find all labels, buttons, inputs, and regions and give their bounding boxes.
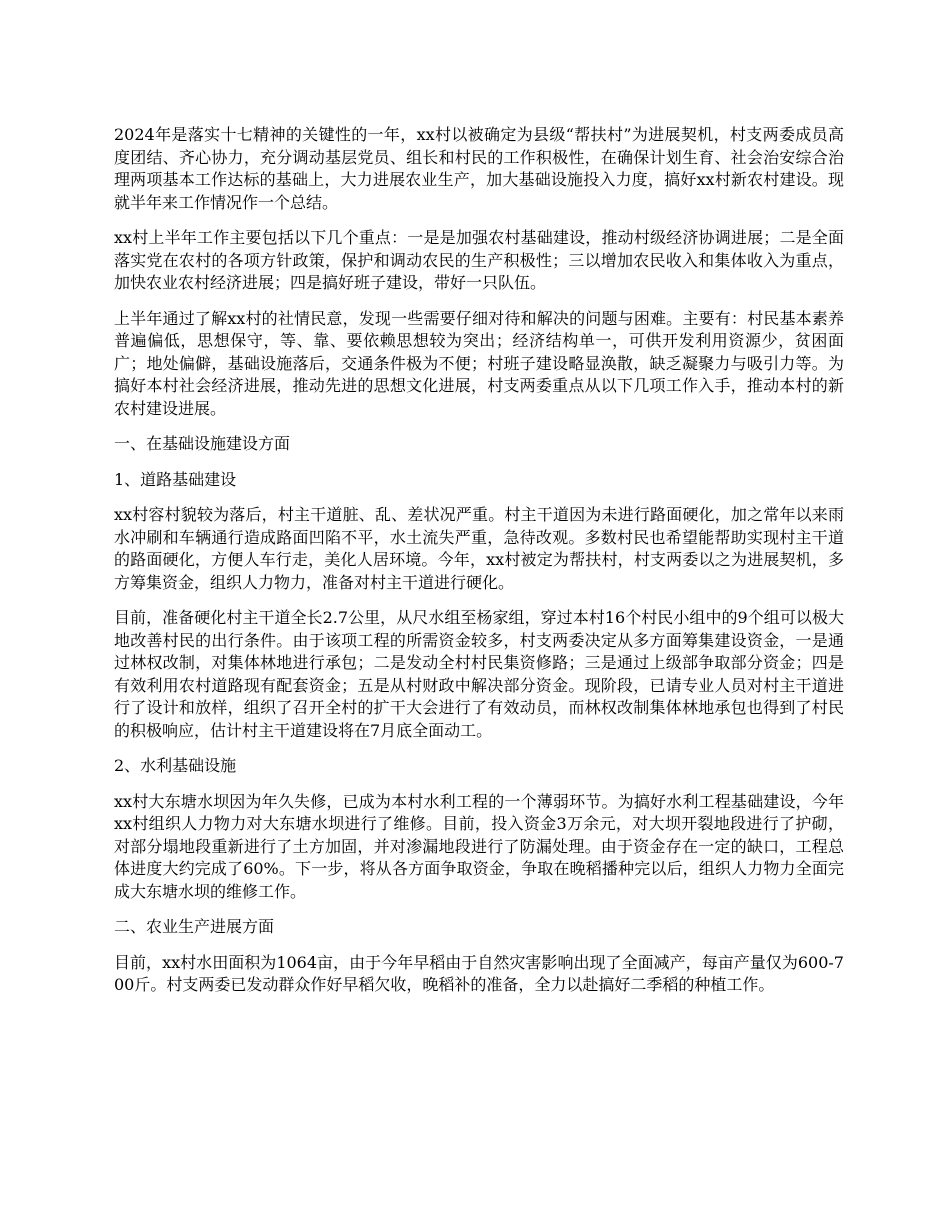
problems-paragraph: 上半年通过了解xx村的社情民意，发现一些需要仔细对待和解决的问题与困难。主要有：村民基本素养普遍偏低，思想保守，等、靠、要依赖思想较为突出；经济结构单一，可供开发利用资源少，贫困面广；地处偏僻，基础设施落后，交通条件极为不便；村班子建设略显涣散，缺乏凝聚力与吸引力等。为搞好本村社会经济进展，推动先进的思想文化进展，村支两委重点从以下几项工作入手，推动本村的新农村建设进展。: [114, 308, 844, 418]
subsection-heading-roads: 1、道路基础建设: [114, 469, 237, 489]
water-paragraph: xx村大东塘水坝因为年久失修，已成为本村水利工程的一个薄弱环节。为搞好水利工程基础建设，今年xx村组织人力物力对大东塘水坝进行了维修。目前，投入资金3万余元，对大坝开裂地段进行了护砌，对部分塌地段重新进行了土方加固，并对渗漏地段进行了防漏处理。由于资金存在一定的缺口，工程总体进度大约完成了60%。下一步，将从各方面争取资金，争取在晚稻播种完以后，组织人力物力全面完成大东塘水坝的维修工作。: [114, 791, 844, 901]
agriculture-paragraph: 目前，xx村水田面积为1064亩，由于今年早稻由于自然灾害影响出现了全面减产，每亩产量仅为600-700斤。村支两委已发动群众作好早稻欠收，晚稻补的准备，全力以赴搞好二季稻的种植工作。: [114, 952, 844, 994]
document-page: [114, 124, 844, 1010]
section-heading-infrastructure: 一、在基础设施建设方面: [114, 434, 291, 453]
key-points-paragraph: xx村上半年工作主要包括以下几个重点：一是是加强农村基础建设，推动村级经济协调进展；二是全面落实党在农村的各项方针政策，保护和调动农民的生产积极性；三以增加农民收入和集体收入为重点，加快农业农村经济进展；四是搞好班子建设，带好一只队伍。: [114, 228, 844, 292]
section-heading-agriculture: 二、农业生产进展方面: [114, 917, 275, 936]
roads-paragraph-2: 目前，准备硬化村主干道全长2.7公里，从尺水组至杨家组，穿过本村16个村民小组中的9个组可以极大地改善村民的出行条件。由于该项工程的所需资金较多，村支两委决定从多方面筹集建设资金，一是通过林权改制，对集体林地进行承包；二是发动全村村民集资修路；三是通过上级部争取部分资金；四是有效利用农村道路现有配套资金；五是从村财政中解决部分资金。现阶段，已请专业人员对村主干道进行了设计和放样，组织了召开全村的扩干大会进行了有效动员，而林权改制集体林地承包也得到了村民的积极响应，估计村主干道建设将在7月底全面动工。: [114, 608, 844, 740]
intro-paragraph: 2024年是落实十七精神的关键性的一年，xx村以被确定为县级“帮扶村”为进展契机，村支两委成员高度团结、齐心协力，充分调动基层党员、组长和村民的工作积极性，在确保计划生育、社会治安综合治理两项基本工作达标的基础上，大力进展农业生产，加大基础设施投入力度，搞好xx村新农村建设。现就半年来工作情况作一个总结。: [114, 125, 844, 212]
roads-paragraph-1: xx村容村貌较为落后，村主干道脏、乱、差状况严重。村主干道因为未进行路面硬化，加之常年以来雨水冲刷和车辆通行造成路面凹陷不平，水土流失严重，急待改观。多数村民也希望能帮助实现村主干道的路面硬化，方便人车行走，美化人居环境。今年，xx村被定为帮扶村，村支两委以之为进展契机，多方筹集资金，组织人力物力，准备对村主干道进行硬化。: [114, 505, 844, 592]
subsection-heading-water: 2、水利基础设施: [114, 756, 237, 775]
